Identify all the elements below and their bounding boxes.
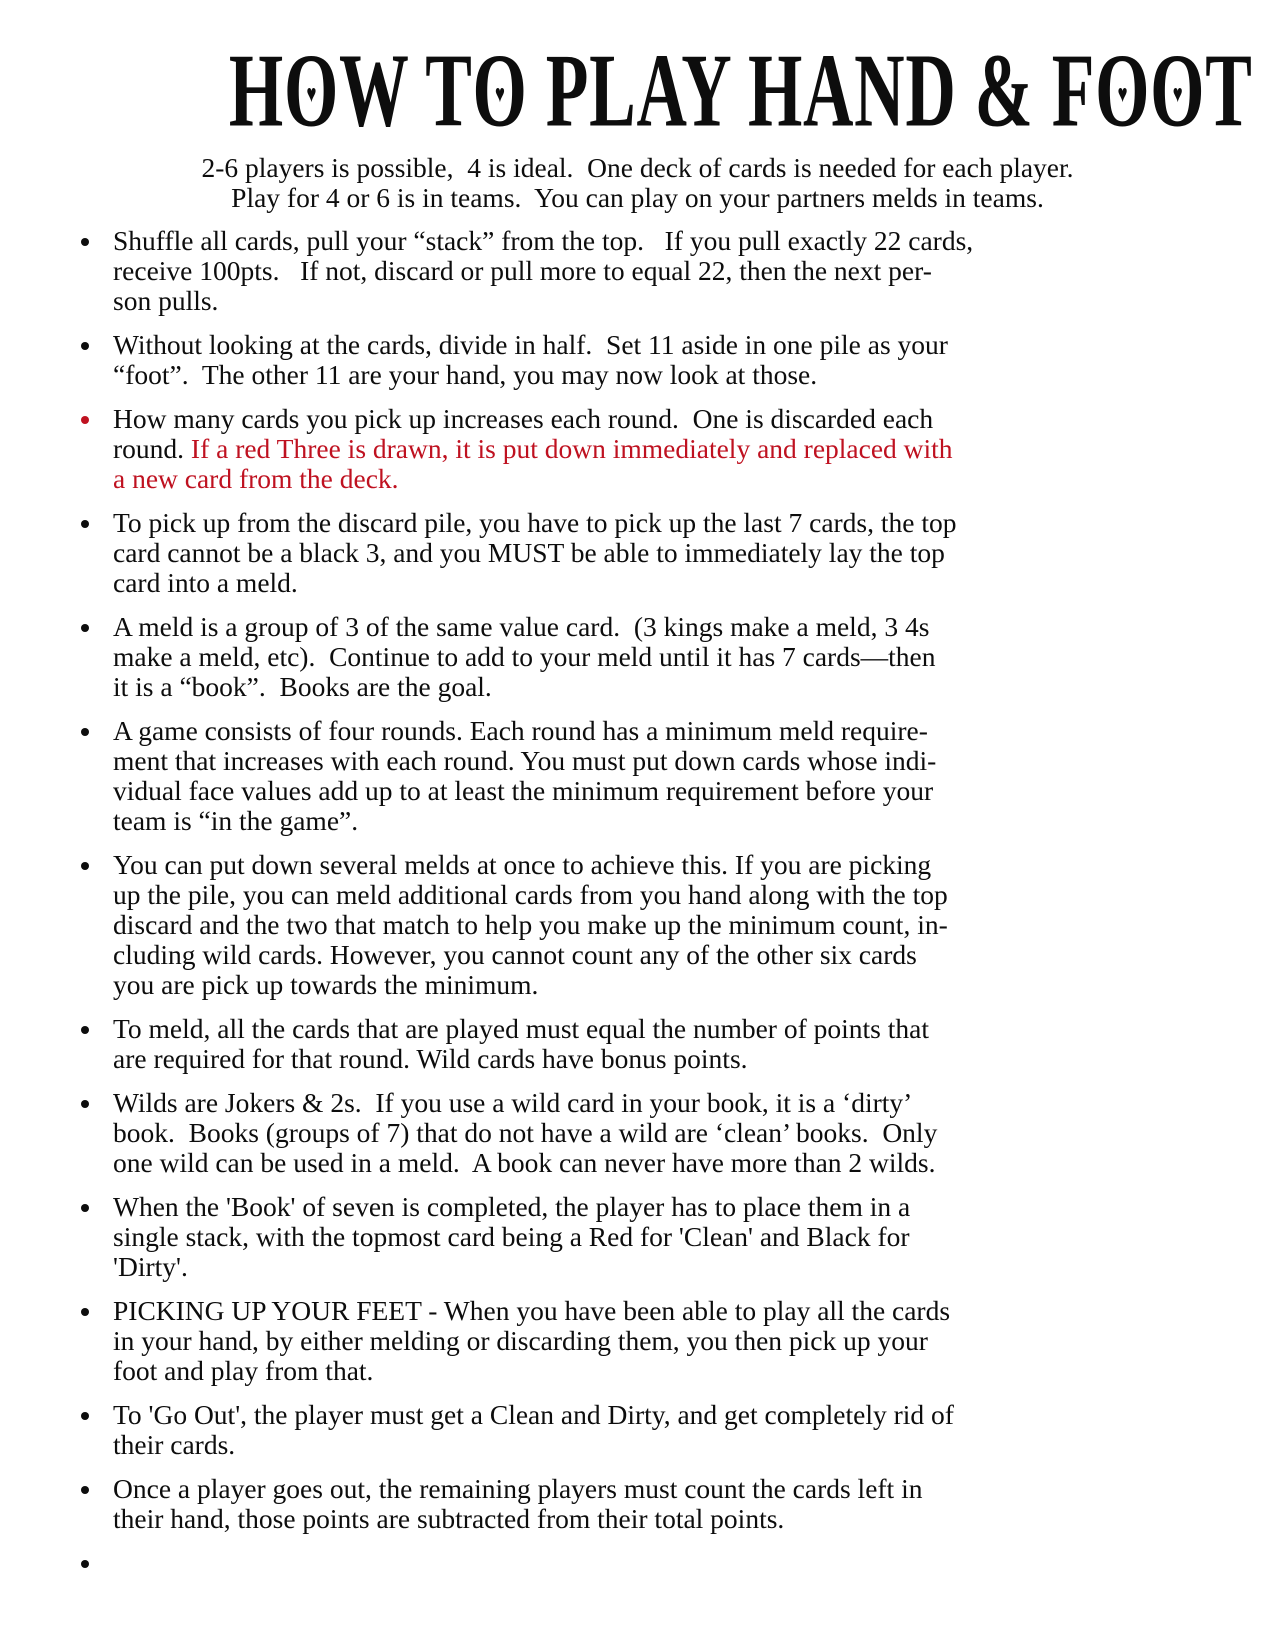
rule-text: To meld, all the cards that are played must equal the number of points that — [113, 1013, 929, 1044]
bullet-marker — [81, 1100, 89, 1108]
bullet-marker — [81, 624, 89, 632]
rule-line — [113, 1192, 1205, 1222]
title-letter: D — [905, 32, 957, 149]
title-letter: N — [854, 32, 906, 149]
title-letter — [528, 33, 546, 149]
rule-text: cluding wild cards. However, you cannot count any of the other six cards — [113, 939, 917, 970]
rule-item — [78, 1014, 1205, 1074]
bullet-marker — [81, 416, 89, 424]
page-title — [228, 32, 1253, 149]
bullet-marker — [81, 1412, 89, 1420]
bullet-marker — [81, 1308, 89, 1316]
rule-line — [113, 1326, 1205, 1356]
rule-text: 'Dirty'. — [113, 1251, 188, 1282]
rule-text: Without looking at the cards, divide in half. Set 11 aside in one pile as your — [113, 329, 948, 360]
title-letter: H — [228, 32, 284, 149]
title-letter: A — [802, 32, 855, 149]
heart-o-letter: O ♥ — [1095, 38, 1150, 143]
rule-line — [113, 538, 1205, 568]
rule-text: in your hand, by either melding or discarding them, you then pick up your — [113, 1325, 928, 1356]
rule-text: To 'Go Out', the player must get a Clean and Dirty, and get completely rid of — [113, 1399, 954, 1430]
bullet-marker — [81, 342, 89, 350]
rule-item — [78, 1296, 1205, 1386]
heart-o-letter: O ♥ — [473, 38, 528, 143]
rule-line — [113, 1044, 1205, 1074]
title-letter — [730, 33, 748, 149]
title-letter: P — [545, 32, 590, 149]
title-letter: T — [425, 32, 473, 149]
rule-line — [113, 1430, 1205, 1460]
rule-text: their cards. — [113, 1429, 236, 1460]
rule-line — [113, 806, 1205, 836]
title-letter — [956, 33, 974, 149]
rule-line — [113, 1400, 1205, 1430]
rule-text: team is “in the game”. — [113, 805, 359, 836]
rule-item — [78, 508, 1205, 598]
title-letter: H — [747, 32, 803, 149]
rule-line — [113, 286, 1205, 316]
rule-line — [113, 716, 1205, 746]
rule-line — [113, 568, 1205, 598]
rule-line — [113, 776, 1205, 806]
rule-line — [113, 360, 1205, 390]
rule-item — [78, 226, 1205, 316]
rule-line — [113, 672, 1205, 702]
heart-o-letter: O ♥ — [284, 38, 339, 143]
rule-line — [113, 612, 1205, 642]
rule-line — [113, 404, 1205, 434]
rule-text: A meld is a group of 3 of the same value card. (3 kings make a meld, 3 4s — [113, 611, 930, 642]
rule-line — [113, 1148, 1205, 1178]
rule-text: discard and the two that match to help you make up the minimum count, in- — [113, 909, 948, 940]
rule-line — [113, 880, 1205, 910]
rule-text: ment that increases with each round. You must put down cards whose indi- — [113, 745, 937, 776]
rule-line — [113, 940, 1205, 970]
rule-line — [113, 1222, 1205, 1252]
bullet-marker — [81, 1560, 89, 1568]
rule-text: up the pile, you can meld additional cards from you hand along with the top — [113, 879, 948, 910]
title-letter: A — [636, 32, 682, 149]
rule-text-red: a new card from the deck. — [113, 463, 399, 494]
rule-line — [113, 642, 1205, 672]
rule-line — [113, 1014, 1205, 1044]
rule-item — [78, 850, 1205, 1000]
title-letter: L — [589, 32, 637, 149]
rule-item — [78, 330, 1205, 390]
title-letter: & — [974, 32, 1034, 149]
rule-line — [113, 1356, 1205, 1386]
intro-line: 2-6 players is possible, 4 is ideal. One deck of cards is needed for each player. — [201, 152, 1074, 183]
title-letter — [1034, 33, 1052, 149]
rule-text: PICKING UP YOUR FEET - When you have been able to play all the cards — [113, 1295, 951, 1326]
rule-line — [113, 464, 1205, 494]
bullet-marker — [81, 520, 89, 528]
rule-text: Shuffle all cards, pull your “stack” from the top. If you pull exactly 22 cards, — [113, 225, 974, 256]
rule-line — [113, 1504, 1205, 1534]
rule-text: card into a meld. — [113, 567, 298, 598]
rule-item — [78, 716, 1205, 836]
rule-text: one wild can be used in a meld. A book can never have more than 2 wilds. — [113, 1147, 936, 1178]
rule-text: you are pick up towards the minimum. — [113, 969, 539, 1000]
bullet-marker — [81, 862, 89, 870]
rule-text: son pulls. — [113, 285, 219, 316]
title-letter: W — [338, 32, 409, 149]
rule-line — [113, 1296, 1205, 1326]
rule-line — [113, 256, 1205, 286]
rule-text: book. Books (groups of 7) that do not have a wild are ‘clean’ books. Only — [113, 1117, 938, 1148]
rule-line — [113, 850, 1205, 880]
rule-text: vidual face values add up to at least the minimum requirement before your — [113, 775, 934, 806]
rule-line — [113, 1252, 1205, 1282]
rule-line — [113, 1088, 1205, 1118]
rule-item — [78, 404, 1205, 494]
rule-item — [78, 1474, 1205, 1534]
title-letter: Y — [681, 32, 730, 149]
rule-text: single stack, with the topmost card being a Red for 'Clean' and Black for — [113, 1221, 910, 1252]
rule-text: “foot”. The other 11 are your hand, you may now look at those. — [113, 359, 818, 390]
rule-text: When the 'Book' of seven is completed, the player has to place them in a — [113, 1191, 911, 1222]
rule-text: card cannot be a black 3, and you MUST be able to immediately lay the top — [113, 537, 945, 568]
rule-text: their hand, those points are subtracted from their total points. — [113, 1503, 785, 1534]
rule-text-red: If a red Three is drawn, it is put down immediately and replaced with — [190, 433, 953, 464]
rule-text: To pick up from the discard pile, you have to pick up the last 7 cards, the top — [113, 507, 957, 538]
rule-text: A game consists of four rounds. Each round has a minimum meld require- — [113, 715, 928, 746]
rule-text: are required for that round. Wild cards have bonus points. — [113, 1043, 748, 1074]
bullet-marker — [81, 1204, 89, 1212]
rule-line — [113, 434, 1205, 464]
rule-line — [113, 330, 1205, 360]
heart-o-letter: O ♥ — [1150, 38, 1205, 143]
title-letter: F — [1051, 32, 1096, 149]
rule-text: You can put down several melds at once to achieve this. If you are picking — [113, 849, 932, 880]
rule-item — [78, 612, 1205, 702]
rule-line — [113, 1474, 1205, 1504]
rule-line — [113, 746, 1205, 776]
rule-item — [78, 1088, 1205, 1178]
rule-text: make a meld, etc). Continue to add to your meld until it has 7 cards—then — [113, 641, 936, 672]
title-letter: T — [1205, 32, 1253, 149]
rule-line — [113, 910, 1205, 940]
bullet-marker — [81, 1486, 89, 1494]
rule-text: Once a player goes out, the remaining players must count the cards left in — [113, 1473, 923, 1504]
bullet-marker — [81, 1026, 89, 1034]
rule-line — [113, 508, 1205, 538]
rule-text: receive 100pts. If not, discard or pull more to equal 22, then the next per- — [113, 255, 932, 286]
rules-list — [70, 226, 1205, 1578]
rule-text: Wilds are Jokers & 2s. If you use a wild card in your book, it is a ‘dirty’ — [113, 1087, 913, 1118]
rule-text: round. — [113, 433, 191, 464]
rule-item — [78, 1548, 1205, 1578]
rule-line — [113, 970, 1205, 1000]
bullet-marker — [81, 238, 89, 246]
rule-item — [78, 1192, 1205, 1282]
rule-line — [113, 226, 1205, 256]
bullet-marker — [81, 728, 89, 736]
rule-text: foot and play from that. — [113, 1355, 374, 1386]
rule-text: it is a “book”. Books are the goal. — [113, 671, 492, 702]
intro-paragraph — [70, 153, 1205, 213]
rule-item — [78, 1400, 1205, 1460]
title-letter — [408, 33, 425, 149]
intro-line: Play for 4 or 6 is in teams. You can play on your partners melds in teams. — [231, 182, 1044, 213]
rule-text: How many cards you pick up increases each round. One is discarded each — [113, 403, 934, 434]
rule-line — [113, 1118, 1205, 1148]
